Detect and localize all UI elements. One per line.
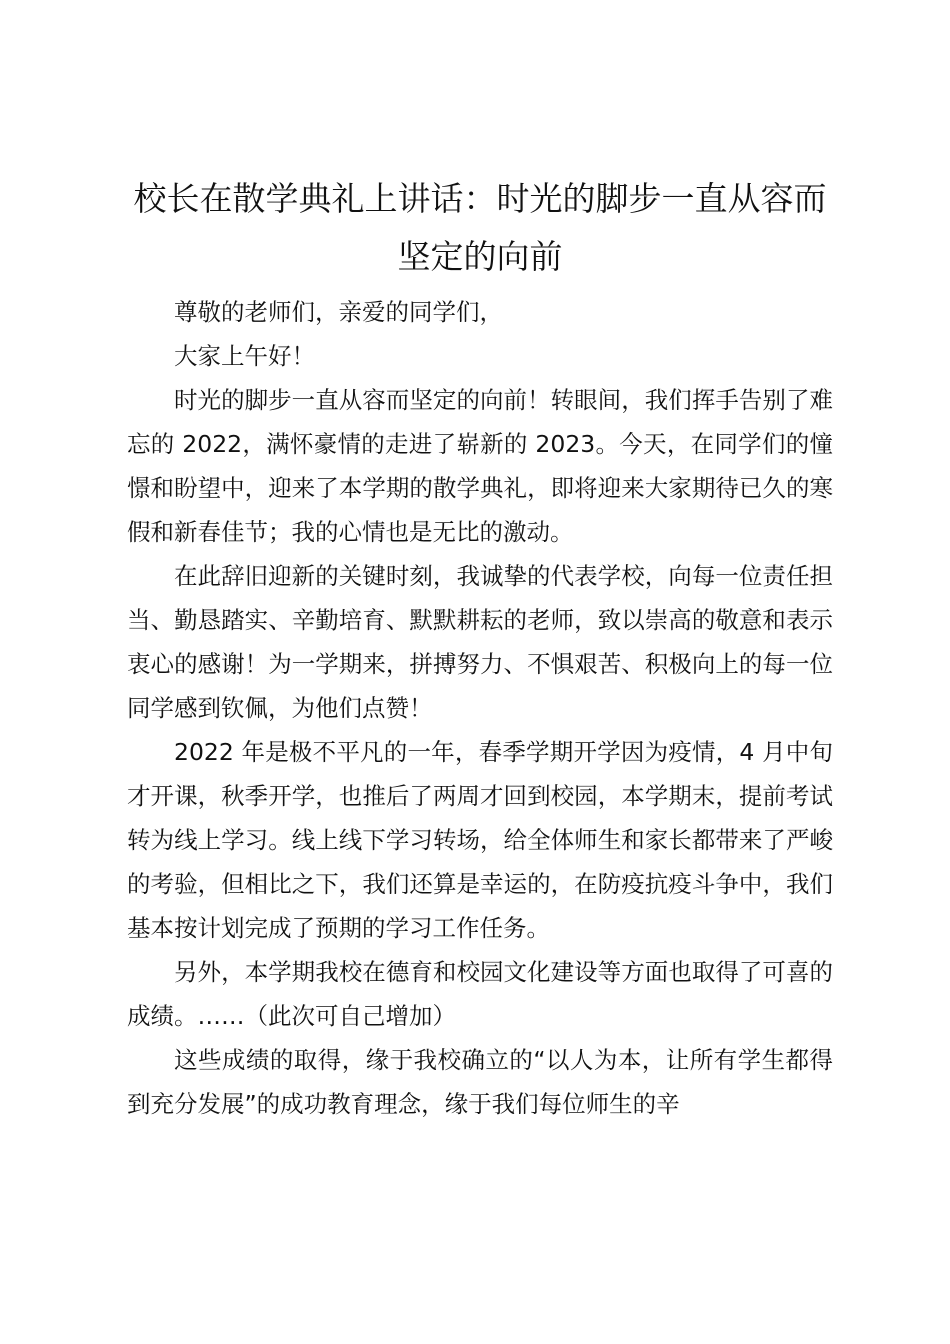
paragraph-achievements: 另外，本学期我校在德育和校园文化建设等方面也取得了可喜的成绩。……（此次可自己增加） <box>127 958 833 1030</box>
paragraph-philosophy: 这些成绩的取得，缘于我校确立的“以人为本，让所有学生都得到充分发展”的成功教育理念，缘于我们每位师生的辛 <box>127 1046 833 1118</box>
paragraph-good-morning: 大家上午好！ <box>174 342 315 370</box>
paragraph-time: 时光的脚步一直从容而坚定的向前！转眼间，我们挥手告别了难忘的 2022，满怀豪情的走进了崭新的 2023。今天，在同学们的憧憬和盼望中，迎来了本学期的散学典礼，即将迎来大家期待已久的寒假和新春佳节；我的心情也是无比的激动。 <box>127 386 833 546</box>
document-body <box>127 170 833 1126</box>
paragraph-greeting: 尊敬的老师们，亲爱的同学们， <box>174 298 503 326</box>
paragraph-2022: 2022 年是极不平凡的一年，春季学期开学因为疫情，4 月中旬才开课，秋季开学，也推后了两周才回到校园，本学期末，提前考试转为线上学习。线上线下学习转场，给全体师生和家长都带来了严峻的考验，但相比之下，我们还算是幸运的，在防疫抗疫斗争中，我们基本按计划完成了预期的学习工作任务。 <box>127 738 833 942</box>
document-title: 校长在散学典礼上讲话：时光的脚步一直从容而坚定的向前 <box>133 179 827 276</box>
paragraph-thanks: 在此辞旧迎新的关键时刻，我诚挚的代表学校，向每一位责任担当、勤恳踏实、辛勤培育、默默耕耘的老师，致以崇高的敬意和表示衷心的感谢！为一学期来，拼搏努力、不惧艰苦、积极向上的每一位同学感到钦佩，为他们点赞！ <box>127 562 833 722</box>
